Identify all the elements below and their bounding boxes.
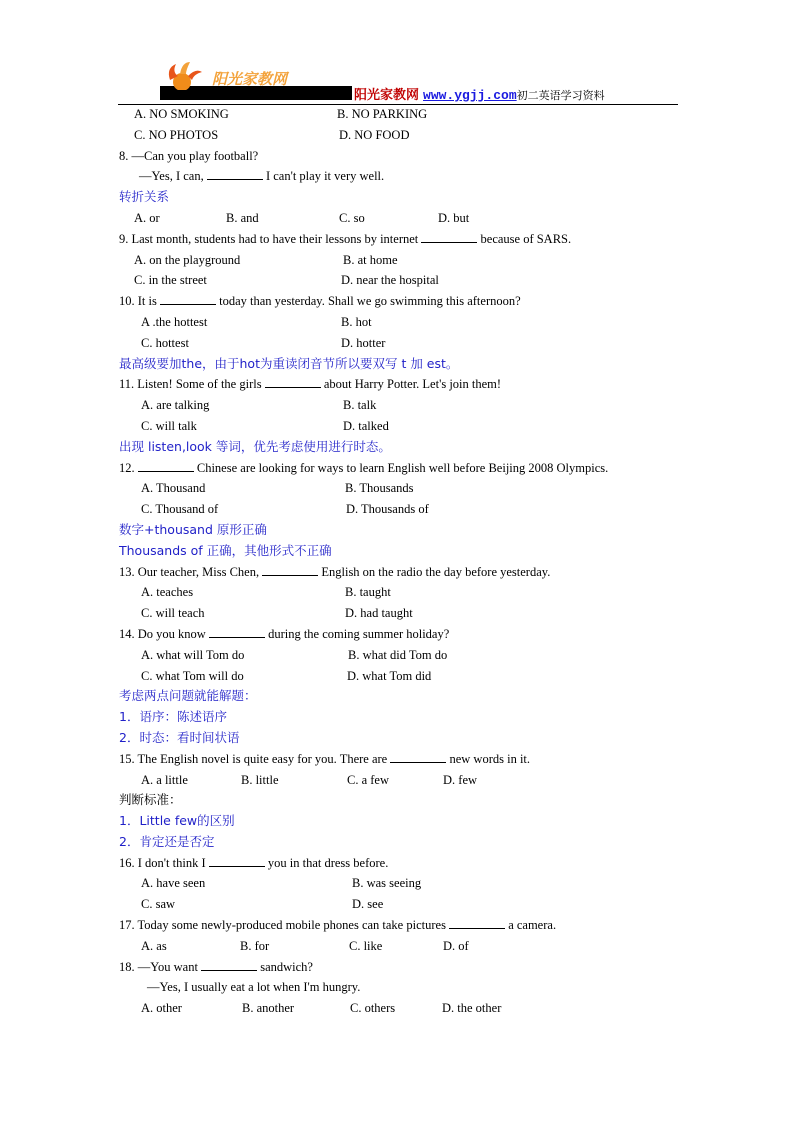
answer-options-row [119,208,699,229]
answer-option: A. teaches [141,585,194,600]
answer-option: D. the other [442,1001,502,1016]
note-text: 考虑两点问题就能解题： [119,688,257,704]
question-text: 10. It is [119,294,160,309]
teacher-note [119,811,699,832]
question-line [119,915,699,936]
question-text: 11. Listen! Some of the girls [119,377,265,392]
page-header [118,58,678,105]
question-line [119,374,699,395]
answer-option: D. Thousands of [346,502,429,517]
question-text: today than yesterday. Shall we go swimming this afternoon? [215,294,521,309]
answer-option: A. or [134,210,160,225]
teacher-note [119,354,699,375]
question-text: you in that dress before. [264,855,389,870]
answer-options-row [119,125,699,146]
question-text: English on the radio the day before yesterday. [318,564,551,579]
answer-option: A. other [141,1001,182,1016]
answer-blank [390,750,446,763]
question-line [119,229,699,250]
answer-option: B. NO PARKING [337,107,428,121]
answer-options-row [119,603,699,624]
answer-option: D. had taught [345,606,413,621]
answer-option: A. have seen [141,876,206,891]
section-label: 判断标准： [119,793,182,808]
answer-option: B. was seeing [352,876,422,891]
question-line [119,749,699,770]
question-text: about Harry Potter. Let's join them! [320,377,502,392]
answer-option: D. few [443,772,478,787]
question-text: I can't play it very well. [262,169,385,184]
answer-option: C. hottest [141,335,189,350]
answer-option: D. NO FOOD [339,127,410,142]
answer-options-row [119,666,699,687]
answer-option: B. Thousands [345,481,414,496]
question-line [119,977,699,998]
question-text: during the coming summer holiday? [264,626,450,641]
answer-options-row [119,770,699,791]
teacher-note [119,832,699,853]
answer-option: D. hotter [341,335,386,350]
note-text: 出现 listen,look 等词，优先考虑使用进行时态。 [119,438,391,454]
answer-option: C. in the street [134,273,207,288]
question-line [119,624,699,645]
question-text: 13. Our teacher, Miss Chen, [119,564,263,579]
answer-option: D. but [438,210,470,225]
note-text: 2．时态：看时间状语 [119,729,240,745]
answer-option: B. for [240,938,270,953]
answer-option: C. what Tom will do [141,668,244,683]
question-line [119,957,699,978]
answer-option: A. on the playground [134,252,241,267]
answer-blank [160,292,216,305]
question-text: 18. —You want [119,959,202,974]
teacher-note [119,437,699,458]
answer-options-row [119,894,699,915]
question-line [119,146,699,167]
answer-option: A. a little [141,772,188,787]
question-line [119,853,699,874]
teacher-note [119,686,699,707]
answer-blank [207,167,263,180]
note-text: 1．Little few的区别 [119,813,235,829]
answer-option: D. talked [343,418,389,433]
answer-options-row [119,936,699,957]
answer-option: D. near the hospital [341,273,439,288]
question-text: because of SARS. [477,231,572,246]
answer-option: B. talk [343,398,377,413]
answer-options-row [119,645,699,666]
answer-option: A. as [141,938,167,953]
answer-option: C. a few [347,772,389,787]
site-subtitle: 初二英语学习资料 [516,89,605,102]
question-text: —Yes, I can, [139,169,207,184]
note-text: 数字+thousand 原形正确 [119,521,267,537]
answer-blank [209,854,265,867]
answer-options-row [119,270,699,291]
sun-logo-icon [160,60,210,90]
answer-blank [449,916,505,929]
answer-options-row [119,250,699,271]
answer-option: B. what did Tom do [348,647,448,662]
answer-option: A .the hottest [141,314,208,329]
answer-option: C. like [349,938,383,953]
answer-option: A. Thousand [141,481,206,496]
answer-blank [262,563,318,576]
answer-option: C. so [339,210,365,225]
answer-options-row [119,312,699,333]
site-banner [354,84,605,103]
answer-blank [421,230,477,243]
question-line [119,291,699,312]
answer-options-row [119,873,699,894]
answer-blank [138,459,194,472]
note-text: Thousands of 正确，其他形式不正确 [119,542,332,558]
teacher-note [119,728,699,749]
answer-option: B. another [242,1001,295,1016]
question-text: —Yes, I usually eat a lot when I'm hungry. [147,980,361,995]
answer-option: C. will teach [141,606,205,621]
question-text: sandwich? [257,959,313,974]
logo-text: 阳光家教网 [212,70,288,88]
answer-option: B. little [241,772,279,787]
answer-option: C. Thousand of [141,502,219,517]
question-text: Chinese are looking for ways to learn English well before Beijing 2008 Olympics. [193,460,609,475]
answer-option: D. of [443,938,469,953]
answer-options-row [119,333,699,354]
answer-option: A. NO SMOKING [134,107,229,121]
answer-option: C. saw [141,897,176,912]
answer-blank [209,625,265,638]
answer-options-row [119,582,699,603]
teacher-note [119,187,699,208]
answer-option: D. see [352,897,384,912]
answer-option: B. hot [341,314,372,329]
answer-option: C. others [350,1001,396,1016]
question-text: 9. Last month, students had to have their lessons by internet [119,231,422,246]
answer-options-row [119,478,699,499]
question-line [119,166,699,187]
question-text: 16. I don't think I [119,855,209,870]
question-line [119,458,699,479]
site-name: 阳光家教网 [354,88,420,103]
question-line [119,562,699,583]
site-logo [160,60,312,100]
question-text: a camera. [505,918,557,933]
answer-blank [265,375,321,388]
answer-options-row [119,104,699,125]
answer-option: B. and [226,210,259,225]
answer-option: B. taught [345,585,391,600]
answer-options-row [119,395,699,416]
teacher-note [119,520,699,541]
question-text: 8. —Can you play football? [119,148,259,163]
answer-option: A. what will Tom do [141,647,245,662]
note-text: 2．肯定还是否定 [119,833,215,849]
note-text: 最高级要加the，由于hot为重读闭音节所以要双写 t 加 est。 [119,355,459,371]
answer-blank [201,958,257,971]
teacher-note [119,707,699,728]
teacher-note [119,541,699,562]
question-text: 12. [119,460,138,475]
answer-option: C. NO PHOTOS [134,127,219,142]
answer-options-row [119,416,699,437]
answer-option: A. are talking [141,398,210,413]
question-text: new words in it. [446,751,531,766]
answer-options-row [119,998,699,1019]
question-text: 15. The English novel is quite easy for you. There are [119,751,391,766]
answer-options-row [119,499,699,520]
document-body [119,104,699,1019]
site-url-link[interactable]: www.ygjj.com [423,88,517,103]
question-text: 17. Today some newly-produced mobile phones can take pictures [119,918,450,933]
question-text: 14. Do you know [119,626,209,641]
answer-option: B. at home [343,252,398,267]
answer-option: C. will talk [141,418,197,433]
note-text: 1．语序：陈述语序 [119,709,227,725]
note-text: 转折关系 [119,189,170,205]
answer-option: D. what Tom did [347,668,432,683]
